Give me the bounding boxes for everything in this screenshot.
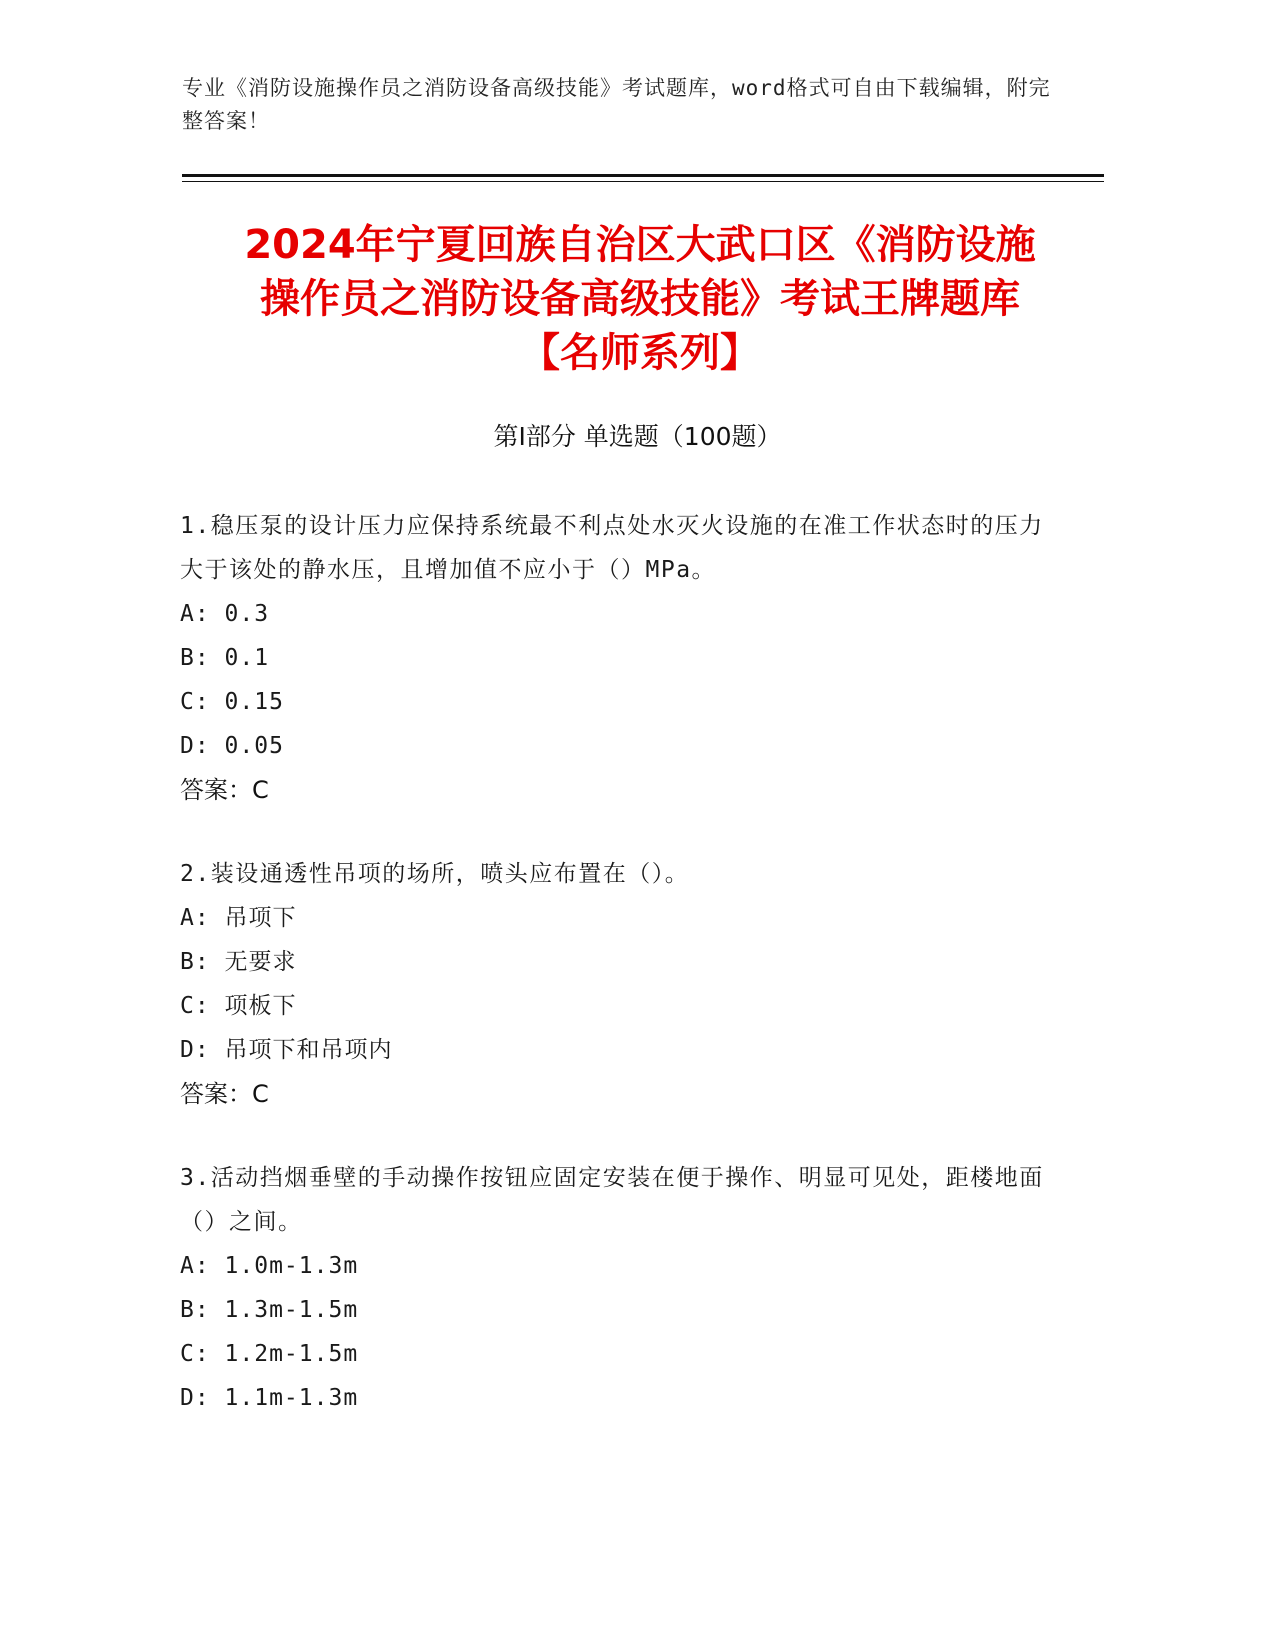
answer: 答案：C (180, 776, 269, 804)
option-a: A: 1.0m-1.3m (180, 1253, 359, 1279)
document-title (160, 218, 1120, 380)
option-d: D: 0.05 (180, 733, 284, 759)
answer: 答案：C (180, 1080, 269, 1108)
question-1 (180, 504, 1060, 812)
header-note: 专业《消防设施操作员之消防设备高级技能》考试题库，word格式可自由下载编辑，附完整答案！ (182, 76, 1051, 133)
option-a: A: 0.3 (180, 601, 270, 627)
option-c: C: 0.15 (180, 689, 284, 715)
section-heading: 第I部分 单选题（100题） (493, 422, 782, 451)
option-d: D: 1.1m-1.3m (180, 1385, 359, 1411)
option-b: B: 无要求 (180, 949, 297, 975)
option-c: C: 1.2m-1.5m (180, 1341, 359, 1367)
question-3 (180, 1156, 1060, 1420)
title-line-3: 【名师系列】 (520, 330, 760, 376)
option-a: A: 吊项下 (180, 905, 297, 931)
option-c: C: 项板下 (180, 993, 297, 1019)
header-rule-thin (182, 181, 1104, 182)
question-2 (180, 852, 1060, 1116)
question-stem: 1.稳压泵的设计压力应保持系统最不利点处水灭火设施的在准工作状态时的压力大于该处的静水压，且增加值不应小于（）MPa。 (180, 513, 1044, 583)
question-stem: 3.活动挡烟垂壁的手动操作按钮应固定安装在便于操作、明显可见处，距楼地面（）之间。 (180, 1165, 1044, 1235)
title-line-2: 操作员之消防设备高级技能》考试王牌题库 (260, 276, 1020, 322)
option-b: B: 0.1 (180, 645, 270, 671)
header-rule-thick (182, 174, 1104, 177)
question-stem: 2.装设通透性吊项的场所，喷头应布置在（）。 (180, 861, 690, 887)
option-b: B: 1.3m-1.5m (180, 1297, 359, 1323)
title-line-1: 2024年宁夏回族自治区大武口区《消防设施 (244, 222, 1036, 268)
option-d: D: 吊项下和吊项内 (180, 1037, 393, 1063)
